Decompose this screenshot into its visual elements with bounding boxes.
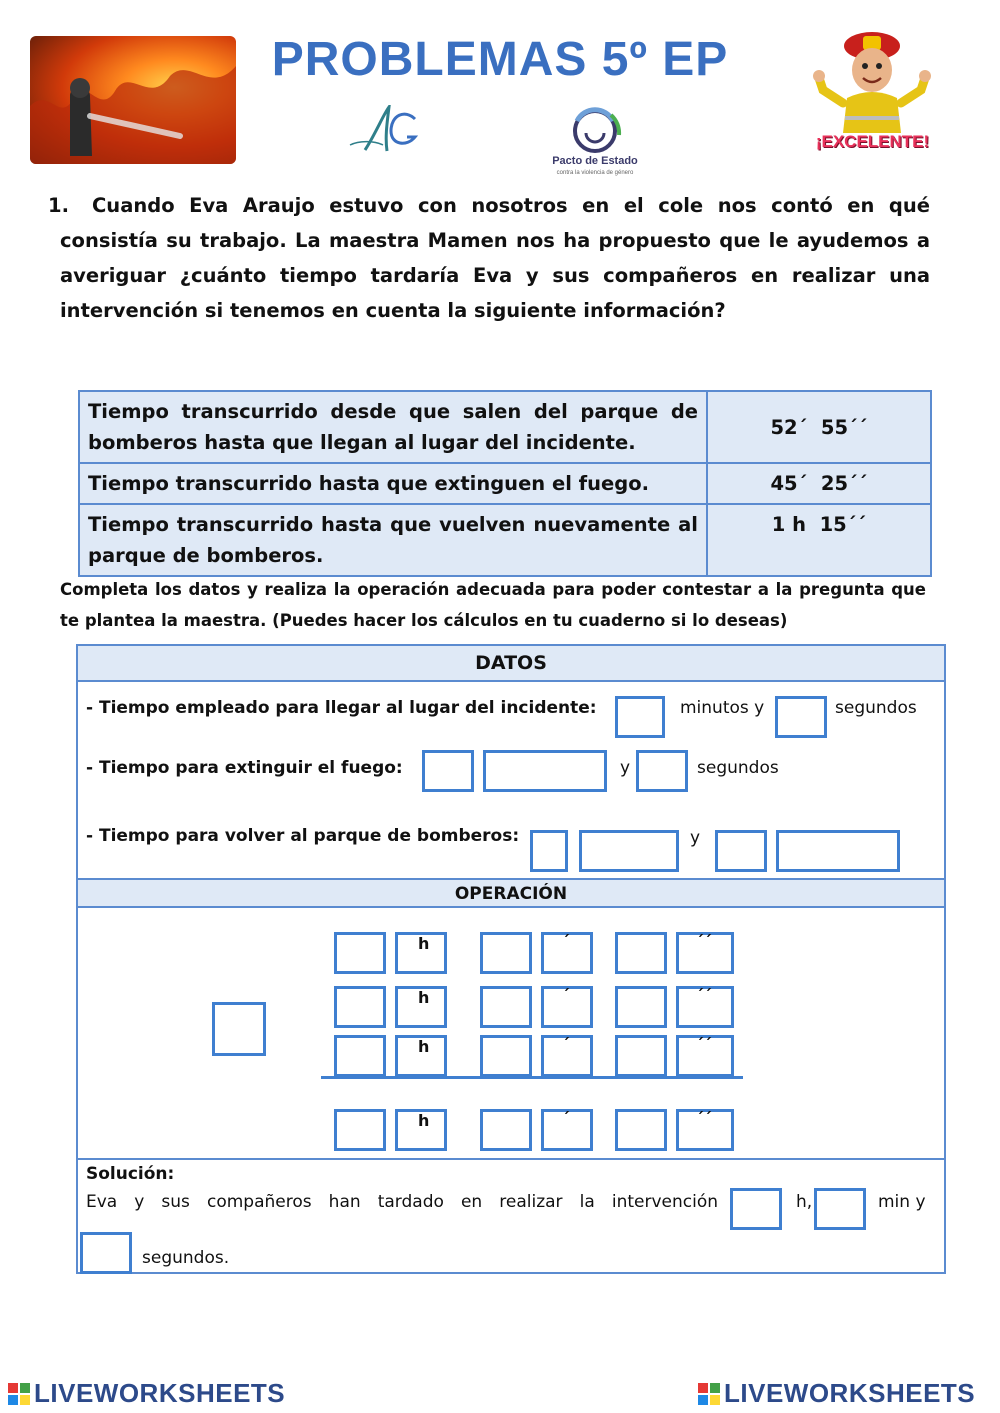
- op-result-minutes-input[interactable]: [480, 1109, 532, 1151]
- pacto-logo-subtext: contra la violencia de género: [556, 170, 634, 176]
- datos-line3-label: - Tiempo para volver al parque de bomberos:: [86, 826, 520, 846]
- op-row1-seconds-input[interactable]: [615, 932, 667, 974]
- op-row2-minutes-input[interactable]: [480, 986, 532, 1028]
- table-cell-desc: Tiempo transcurrido desde que salen del parque de bomberos hasta que llegan al lugar del incidente.: [79, 391, 707, 463]
- op-unit-min: ´: [562, 1035, 570, 1054]
- op-row3-hours-input[interactable]: [334, 1035, 386, 1077]
- op-result-seconds-input[interactable]: [615, 1109, 667, 1151]
- instructions-text: Completa los datos y realiza la operación adecuada para poder contestar a la pregunta que te plantea la maestra. (Puedes hacer los cálculos en tu cuaderno si lo deseas): [60, 580, 926, 630]
- pacto-estado-logo: [545, 105, 645, 175]
- question-number: 1.: [48, 194, 69, 217]
- solucion-heading: Solución:: [86, 1164, 175, 1184]
- datos-line2-text-b: segundos: [697, 758, 779, 778]
- solucion-text: Eva y sus compañeros han tardado en realizar la intervención: [86, 1192, 718, 1212]
- liveworksheets-icon: [698, 1383, 720, 1405]
- fireman-cartoon: [805, 28, 940, 158]
- table-row: [79, 391, 931, 463]
- worksheet-panel: [76, 644, 946, 1274]
- return-value-input[interactable]: [530, 830, 568, 872]
- sum-line: [321, 1076, 743, 1079]
- solution-seconds-input[interactable]: [80, 1232, 132, 1274]
- op-row3-seconds-input[interactable]: [615, 1035, 667, 1077]
- return-unit-input[interactable]: [579, 830, 679, 872]
- op-unit-sec: ´´: [696, 1035, 712, 1054]
- table-cell-value: 45´ 25´´: [707, 463, 931, 504]
- op-row1-hours-input[interactable]: [334, 932, 386, 974]
- excelente-badge: ¡EXCELENTE!: [815, 132, 930, 151]
- datos-heading: DATOS: [78, 646, 944, 682]
- op-unit-h: h: [418, 1111, 430, 1130]
- op-unit-sec: ´´: [696, 986, 712, 1005]
- op-row3-minutes-input[interactable]: [480, 1035, 532, 1077]
- solucion-unit-h: h,: [796, 1192, 813, 1212]
- solution-minutes-input[interactable]: [814, 1188, 866, 1230]
- return-unit2-input[interactable]: [776, 830, 900, 872]
- op-unit-sec: ´´: [696, 1109, 712, 1128]
- table-cell-desc: Tiempo transcurrido hasta que extinguen el fuego.: [79, 463, 707, 504]
- op-unit-h: h: [418, 1037, 430, 1056]
- datos-line1-text-a: minutos y: [680, 698, 765, 718]
- question-first-text: Cuando Eva Araujo estuvo con nosotros en el cole nos contó en qué: [92, 194, 930, 217]
- footer-brand-right: LIVEWORKSHEETS: [724, 1378, 976, 1408]
- question-first-line: [48, 188, 930, 223]
- op-unit-h: h: [418, 988, 430, 1007]
- page-title: PROBLEMAS 5º EP: [271, 33, 729, 86]
- op-row1-minutes-input[interactable]: [480, 932, 532, 974]
- table-cell-value: 1 h 15´´: [707, 504, 931, 576]
- op-unit-min: ´: [562, 932, 570, 951]
- op-result-hours-input[interactable]: [334, 1109, 386, 1151]
- solucion-divider: [78, 1158, 944, 1160]
- solucion-unit-sec: segundos.: [142, 1248, 230, 1268]
- extinguish-value-input[interactable]: [422, 750, 474, 792]
- op-unit-min: ´: [562, 1109, 570, 1128]
- firefighter-photo: [30, 36, 236, 164]
- table-cell-desc: Tiempo transcurrido hasta que vuelven nuevamente al parque de bomberos.: [79, 504, 707, 576]
- extinguish-seconds-input[interactable]: [636, 750, 688, 792]
- operacion-heading: OPERACIÓN: [78, 878, 944, 908]
- op-row2-hours-input[interactable]: [334, 986, 386, 1028]
- return-value2-input[interactable]: [715, 830, 767, 872]
- ag-logo: [345, 105, 430, 155]
- solution-hours-input[interactable]: [730, 1188, 782, 1230]
- liveworksheets-icon: [8, 1383, 30, 1405]
- footer-brand-left: LIVEWORKSHEETS: [34, 1378, 286, 1408]
- datos-line1-text-b: segundos: [835, 698, 917, 718]
- datos-line2-text-a: y: [620, 758, 631, 778]
- table-cell-value: 52´ 55´´: [707, 391, 931, 463]
- extinguish-unit-input[interactable]: [483, 750, 607, 792]
- datos-line1-label: - Tiempo empleado para llegar al lugar del incidente:: [86, 698, 597, 718]
- op-unit-sec: ´´: [696, 932, 712, 951]
- question-rest-text: consistía su trabajo. La maestra Mamen nos ha propuesto que le ayudemos a averiguar ¿cuánto tiempo tardaría Eva y sus compañeros en realizar una intervención si tenemos en cuenta la siguiente información?: [60, 229, 930, 322]
- op-unit-h: h: [418, 934, 430, 953]
- info-table: [78, 390, 932, 577]
- datos-line3-text-a: y: [690, 828, 701, 848]
- op-unit-min: ´: [562, 986, 570, 1005]
- solucion-unit-min: min y: [878, 1192, 926, 1212]
- table-row: [79, 463, 931, 504]
- problem-statement: [48, 188, 930, 328]
- pacto-logo-text: Pacto de Estado: [552, 155, 638, 167]
- datos-line2-label: - Tiempo para extinguir el fuego:: [86, 758, 403, 778]
- table-row: [79, 504, 931, 576]
- arrival-seconds-input[interactable]: [775, 696, 827, 738]
- operation-sign-input[interactable]: [212, 1002, 266, 1056]
- arrival-minutes-input[interactable]: [615, 696, 665, 738]
- op-row2-seconds-input[interactable]: [615, 986, 667, 1028]
